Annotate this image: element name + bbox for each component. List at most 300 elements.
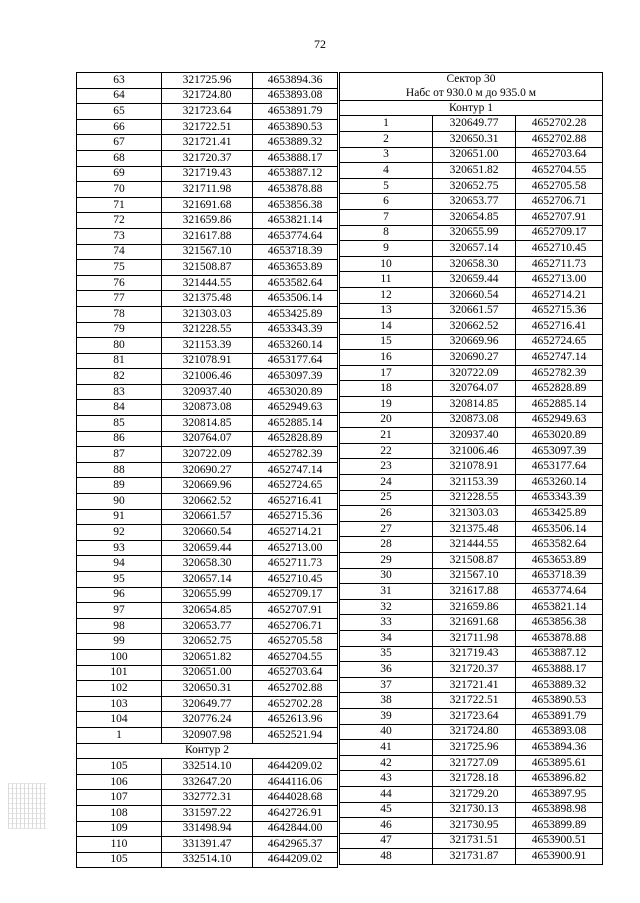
point-number: 30 [340,568,433,584]
table-row [77,275,338,291]
table-row [340,178,603,194]
x-coordinate: 320690.27 [433,350,516,366]
table-row [77,73,338,89]
y-coordinate: 4653893.08 [253,88,338,104]
x-coordinate: 320650.31 [162,681,253,697]
point-number: 74 [77,244,162,260]
sector-title: Сектор 30 [340,73,603,87]
x-coordinate: 320662.52 [433,319,516,335]
point-number: 78 [77,306,162,322]
table-row [340,724,603,740]
point-number: 84 [77,400,162,416]
point-number: 16 [340,350,433,366]
point-number: 2 [340,131,433,147]
x-coordinate: 332647.20 [162,774,253,790]
y-coordinate: 4652702.88 [516,131,603,147]
point-number: 40 [340,724,433,740]
y-coordinate: 4653506.14 [253,291,338,307]
y-coordinate: 4652703.64 [253,665,338,681]
table-row [77,727,338,743]
table-row [77,431,338,447]
x-coordinate: 321728.18 [433,771,516,787]
x-coordinate: 320661.57 [433,303,516,319]
table-row [77,837,338,853]
table-row [340,459,603,475]
x-coordinate: 321730.13 [433,802,516,818]
contour-1-label: Контур 1 [340,100,603,116]
x-coordinate: 320907.98 [162,727,253,743]
table-row [340,521,603,537]
point-number: 80 [77,338,162,354]
point-number: 17 [340,365,433,381]
point-number: 104 [77,712,162,728]
y-coordinate: 4652716.41 [253,494,338,510]
table-row [77,88,338,104]
y-coordinate: 4653821.14 [253,213,338,229]
y-coordinate: 4652521.94 [253,727,338,743]
point-number: 86 [77,431,162,447]
point-number: 66 [77,119,162,135]
x-coordinate: 320764.07 [433,381,516,397]
point-number: 32 [340,599,433,615]
point-number: 90 [77,494,162,510]
right-coordinates-table [339,72,603,865]
sector-title-row [340,73,603,87]
point-number: 68 [77,150,162,166]
table-row [77,712,338,728]
scan-artifact [8,783,46,829]
x-coordinate: 321720.37 [433,662,516,678]
point-number: 69 [77,166,162,182]
point-number: 63 [77,73,162,89]
y-coordinate: 4652704.55 [253,649,338,665]
x-coordinate: 320652.75 [433,178,516,194]
x-coordinate: 320654.85 [433,209,516,225]
point-number: 96 [77,587,162,603]
table-row [77,525,338,541]
y-coordinate: 4653888.17 [253,150,338,166]
y-coordinate: 4653889.32 [516,677,603,693]
y-coordinate: 4653425.89 [253,306,338,322]
x-coordinate: 320937.40 [433,428,516,444]
x-coordinate: 320660.54 [162,525,253,541]
table-row [77,447,338,463]
x-coordinate: 320722.09 [162,447,253,463]
x-coordinate: 321711.98 [162,182,253,198]
x-coordinate: 321722.51 [162,119,253,135]
point-number: 82 [77,369,162,385]
y-coordinate: 4653821.14 [516,599,603,615]
table-row [77,790,338,806]
table-row [77,649,338,665]
point-number: 85 [77,416,162,432]
y-coordinate: 4652710.45 [516,241,603,257]
y-coordinate: 4652714.21 [516,287,603,303]
point-number: 5 [340,178,433,194]
y-coordinate: 4652705.58 [253,634,338,650]
x-coordinate: 332514.10 [162,759,253,775]
y-coordinate: 4652949.63 [253,400,338,416]
x-coordinate: 321723.64 [433,708,516,724]
table-row [77,759,338,775]
x-coordinate: 320873.08 [433,412,516,428]
y-coordinate: 4652709.17 [516,225,603,241]
point-number: 105 [77,852,162,868]
x-coordinate: 321691.68 [162,197,253,213]
y-coordinate: 4653020.89 [516,428,603,444]
y-coordinate: 4653653.89 [516,553,603,569]
y-coordinate: 4652716.41 [516,319,603,335]
table-row [340,443,603,459]
y-coordinate: 4652702.88 [253,681,338,697]
table-row [77,291,338,307]
y-coordinate: 4652705.58 [516,178,603,194]
table-row [340,615,603,631]
point-number: 18 [340,381,433,397]
point-number: 89 [77,478,162,494]
x-coordinate: 321727.09 [433,755,516,771]
table-row [340,506,603,522]
y-coordinate: 4653900.51 [516,833,603,849]
table-row [77,681,338,697]
table-row [77,665,338,681]
point-number: 110 [77,837,162,853]
x-coordinate: 320653.77 [433,194,516,210]
y-coordinate: 4642844.00 [253,821,338,837]
point-number: 95 [77,572,162,588]
y-coordinate: 4653506.14 [516,521,603,537]
point-number: 22 [340,443,433,459]
point-number: 81 [77,353,162,369]
table-row [77,556,338,572]
x-coordinate: 321721.41 [433,677,516,693]
x-coordinate: 321375.48 [162,291,253,307]
point-number: 97 [77,603,162,619]
table-row [77,182,338,198]
y-coordinate: 4652715.36 [253,509,338,525]
table-row [77,603,338,619]
point-number: 75 [77,260,162,276]
point-number: 73 [77,228,162,244]
x-coordinate: 320873.08 [162,400,253,416]
y-coordinate: 4652709.17 [253,587,338,603]
x-coordinate: 320814.85 [433,397,516,413]
point-number: 44 [340,786,433,802]
table-row [340,303,603,319]
table-row [340,677,603,693]
x-coordinate: 320654.85 [162,603,253,619]
table-row [77,462,338,478]
y-coordinate: 4652724.65 [253,478,338,494]
table-row [77,540,338,556]
table-row [340,630,603,646]
table-row [340,365,603,381]
point-number: 13 [340,303,433,319]
y-coordinate: 4652702.28 [516,116,603,132]
x-coordinate: 320652.75 [162,634,253,650]
x-coordinate: 320659.44 [433,272,516,288]
y-coordinate: 4652703.64 [516,147,603,163]
point-number: 15 [340,334,433,350]
y-coordinate: 4652704.55 [516,163,603,179]
y-coordinate: 4652782.39 [253,447,338,463]
y-coordinate: 4652828.89 [516,381,603,397]
y-coordinate: 4642965.37 [253,837,338,853]
point-number: 88 [77,462,162,478]
table-row [77,478,338,494]
x-coordinate: 321303.03 [433,506,516,522]
x-coordinate: 320660.54 [433,287,516,303]
table-row [77,338,338,354]
table-row [340,334,603,350]
y-coordinate: 4652724.65 [516,334,603,350]
point-number: 19 [340,397,433,413]
table-row [340,287,603,303]
x-coordinate: 331498.94 [162,821,253,837]
y-coordinate: 4653894.36 [516,740,603,756]
y-coordinate: 4644209.02 [253,852,338,868]
table-row [340,662,603,678]
x-coordinate: 320650.31 [433,131,516,147]
point-number: 87 [77,447,162,463]
y-coordinate: 4652702.28 [253,696,338,712]
y-coordinate: 4653890.53 [516,693,603,709]
point-number: 25 [340,490,433,506]
x-coordinate: 320653.77 [162,618,253,634]
point-number: 9 [340,241,433,257]
point-number: 28 [340,537,433,553]
table-row [77,416,338,432]
table-row [77,135,338,151]
x-coordinate: 320655.99 [433,225,516,241]
table-row [340,412,603,428]
x-coordinate: 321375.48 [433,521,516,537]
table-row [340,350,603,366]
point-number: 67 [77,135,162,151]
y-coordinate: 4652747.14 [516,350,603,366]
point-number: 27 [340,521,433,537]
table-row [77,509,338,525]
point-number: 7 [340,209,433,225]
point-number: 6 [340,194,433,210]
y-coordinate: 4653020.89 [253,384,338,400]
left-coordinates-table [76,72,338,868]
table-row [340,693,603,709]
y-coordinate: 4652706.71 [516,194,603,210]
y-coordinate: 4652828.89 [253,431,338,447]
x-coordinate: 321303.03 [162,306,253,322]
y-coordinate: 4653260.14 [253,338,338,354]
x-coordinate: 321444.55 [433,537,516,553]
table-row [340,584,603,600]
x-coordinate: 320657.14 [433,241,516,257]
table-row [77,260,338,276]
table-row [77,213,338,229]
x-coordinate: 321725.96 [162,73,253,89]
point-number: 4 [340,163,433,179]
x-coordinate: 321228.55 [433,490,516,506]
x-coordinate: 321719.43 [162,166,253,182]
table-row [77,696,338,712]
table-row [340,568,603,584]
point-number: 92 [77,525,162,541]
y-coordinate: 4652713.00 [516,272,603,288]
x-coordinate: 320655.99 [162,587,253,603]
point-number: 47 [340,833,433,849]
y-coordinate: 4653774.64 [516,584,603,600]
point-number: 107 [77,790,162,806]
point-number: 100 [77,649,162,665]
x-coordinate: 321153.39 [433,475,516,491]
y-coordinate: 4642726.91 [253,805,338,821]
point-number: 102 [77,681,162,697]
table-row [77,166,338,182]
point-number: 3 [340,147,433,163]
point-number: 20 [340,412,433,428]
x-coordinate: 321721.41 [162,135,253,151]
x-coordinate: 320658.30 [433,256,516,272]
y-coordinate: 4653891.79 [253,104,338,120]
point-number: 14 [340,319,433,335]
x-coordinate: 321659.86 [433,599,516,615]
point-number: 93 [77,540,162,556]
x-coordinate: 320651.00 [162,665,253,681]
x-coordinate: 320764.07 [162,431,253,447]
x-coordinate: 320661.57 [162,509,253,525]
x-coordinate: 320649.77 [162,696,253,712]
x-coordinate: 321006.46 [162,369,253,385]
y-coordinate: 4644209.02 [253,759,338,775]
point-number: 31 [340,584,433,600]
point-number: 1 [77,727,162,743]
table-row [340,397,603,413]
table-row [340,209,603,225]
point-number: 79 [77,322,162,338]
table-row [77,821,338,837]
table-row [77,587,338,603]
point-number: 29 [340,553,433,569]
point-number: 83 [77,384,162,400]
x-coordinate: 320722.09 [433,365,516,381]
x-coordinate: 321078.91 [162,353,253,369]
y-coordinate: 4653889.32 [253,135,338,151]
table-row [340,553,603,569]
point-number: 41 [340,740,433,756]
point-number: 1 [340,116,433,132]
point-number: 38 [340,693,433,709]
y-coordinate: 4653878.88 [516,630,603,646]
y-coordinate: 4644028.68 [253,790,338,806]
table-row [77,384,338,400]
y-coordinate: 4653582.64 [253,275,338,291]
y-coordinate: 4652707.91 [253,603,338,619]
y-coordinate: 4652706.71 [253,618,338,634]
y-coordinate: 4653896.82 [516,771,603,787]
y-coordinate: 4652713.00 [253,540,338,556]
y-coordinate: 4653856.38 [516,615,603,631]
point-number: 108 [77,805,162,821]
point-number: 11 [340,272,433,288]
point-number: 72 [77,213,162,229]
table-row [340,740,603,756]
point-number: 45 [340,802,433,818]
table-row [340,802,603,818]
y-coordinate: 4653887.12 [516,646,603,662]
y-coordinate: 4653582.64 [516,537,603,553]
table-row [77,774,338,790]
x-coordinate: 321567.10 [433,568,516,584]
point-number: 98 [77,618,162,634]
x-coordinate: 320651.82 [162,649,253,665]
y-coordinate: 4652711.73 [516,256,603,272]
y-coordinate: 4652715.36 [516,303,603,319]
x-coordinate: 321153.39 [162,338,253,354]
x-coordinate: 321724.80 [162,88,253,104]
x-coordinate: 321719.43 [433,646,516,662]
x-coordinate: 321729.20 [433,786,516,802]
x-coordinate: 321228.55 [162,322,253,338]
y-coordinate: 4653177.64 [516,459,603,475]
x-coordinate: 321006.46 [433,443,516,459]
point-number: 94 [77,556,162,572]
point-number: 8 [340,225,433,241]
table-row [340,833,603,849]
point-number: 71 [77,197,162,213]
point-number: 106 [77,774,162,790]
point-number: 26 [340,506,433,522]
y-coordinate: 4653898.98 [516,802,603,818]
table-row [340,755,603,771]
point-number: 103 [77,696,162,712]
point-number: 48 [340,849,433,865]
point-number: 12 [340,287,433,303]
x-coordinate: 321508.87 [162,260,253,276]
point-number: 43 [340,771,433,787]
x-coordinate: 321731.51 [433,833,516,849]
point-number: 37 [340,677,433,693]
x-coordinate: 331391.47 [162,837,253,853]
y-coordinate: 4652707.91 [516,209,603,225]
x-coordinate: 321723.64 [162,104,253,120]
y-coordinate: 4652949.63 [516,412,603,428]
table-row [77,353,338,369]
x-coordinate: 320937.40 [162,384,253,400]
point-number: 99 [77,634,162,650]
table-row [77,306,338,322]
y-coordinate: 4653343.39 [253,322,338,338]
point-number: 23 [340,459,433,475]
table-row [340,381,603,397]
contour-2-row [77,743,338,759]
y-coordinate: 4653425.89 [516,506,603,522]
x-coordinate: 320776.24 [162,712,253,728]
x-coordinate: 321720.37 [162,150,253,166]
table-row [340,475,603,491]
y-coordinate: 4653894.36 [253,73,338,89]
x-coordinate: 321722.51 [433,693,516,709]
y-coordinate: 4653177.64 [253,353,338,369]
y-coordinate: 4652885.14 [516,397,603,413]
table-row [340,818,603,834]
table-row [77,400,338,416]
x-coordinate: 320649.77 [433,116,516,132]
x-coordinate: 321731.87 [433,849,516,865]
table-row [340,116,603,132]
y-coordinate: 4653856.38 [253,197,338,213]
x-coordinate: 321725.96 [433,740,516,756]
table-row [340,786,603,802]
y-coordinate: 4653653.89 [253,260,338,276]
